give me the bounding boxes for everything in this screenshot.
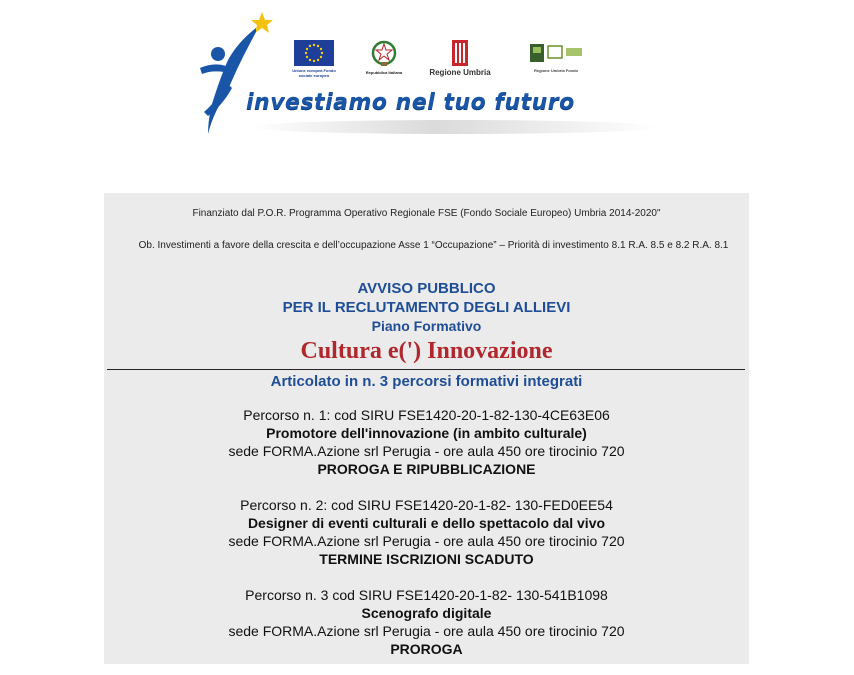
notice-heading	[104, 279, 749, 336]
eu-flag-logo	[290, 40, 338, 78]
forma-azione-caption: Regione Umbria Fondo	[534, 68, 578, 73]
avviso-line-1: AVVISO PUBBLICO	[357, 280, 496, 297]
course-code: Percorso n. 3 cod SIRU FSE1420-20-1-82- 130-541B1098	[245, 587, 608, 603]
eu-caption: Unione europea Fondo sociale europeo	[292, 68, 336, 78]
regione-umbria-caption: Regione Umbria	[429, 68, 491, 77]
regione-umbria-logo	[420, 40, 500, 78]
motto-reflection	[250, 120, 660, 134]
course-block-3	[104, 586, 749, 658]
course-code: Percorso n. 2: cod SIRU FSE1420-20-1-82- 130-FED0EE54	[240, 497, 613, 513]
course-status: PROROGA	[390, 641, 463, 657]
avviso-line-2: PER IL RECLUTAMENTO DEGLI ALLIEVI	[282, 299, 571, 316]
course-name: Designer di eventi culturali e dello spettacolo dal vivo	[247, 515, 606, 531]
piano-formativo: Piano Formativo	[371, 318, 482, 334]
objective-line: Ob. Investimenti a favore della crescita e dell’occupazione Asse 1 “Occupazione” – Priorità di investimento 8.1 R.A. 8.5 e 8.2 R.A. 8.1	[138, 240, 729, 251]
regione-umbria-icon	[452, 40, 468, 66]
course-venue: sede FORMA.Azione srl Perugia - ore aula 450 ore tirocinio 720	[228, 443, 625, 459]
forma-azione-logo	[524, 40, 588, 73]
republic-emblem-logo	[364, 40, 404, 75]
course-name: Scenografo digitale	[361, 605, 492, 621]
course-status: PROROGA E RIPUBBLICAZIONE	[317, 461, 536, 477]
header-banner	[190, 8, 670, 138]
eu-flag-icon	[294, 40, 334, 66]
course-status: TERMINE ISCRIZIONI SCADUTO	[319, 551, 534, 567]
reaching-figure-star-icon	[190, 8, 290, 138]
forma-azione-icon	[528, 40, 584, 66]
plan-title: Cultura e(') Innovazione	[300, 338, 553, 364]
course-venue: sede FORMA.Azione srl Perugia - ore aula 450 ore tirocinio 720	[228, 623, 625, 639]
course-venue: sede FORMA.Azione srl Perugia - ore aula 450 ore tirocinio 720	[228, 533, 625, 549]
banner-motto: investiamo nel tuo futuro	[246, 90, 575, 115]
course-name: Promotore dell'innovazione (in ambito culturale)	[266, 425, 587, 441]
funding-line: Finanziato dal P.O.R. Programma Operativo Regionale FSE (Fondo Sociale Europeo) Umbria 2014-2020"	[192, 208, 661, 219]
articulation-line: Articolato in n. 3 percorsi formativi integrati	[270, 373, 583, 390]
course-block-2	[104, 496, 749, 568]
course-block-1	[104, 406, 749, 478]
divider	[107, 369, 745, 370]
notice-panel	[104, 193, 749, 664]
italian-republic-emblem-icon	[371, 40, 397, 68]
course-code: Percorso n. 1: cod SIRU FSE1420-20-1-82-130-4CE63E06	[243, 407, 610, 423]
republic-caption: Repubblica Italiana	[365, 70, 403, 75]
